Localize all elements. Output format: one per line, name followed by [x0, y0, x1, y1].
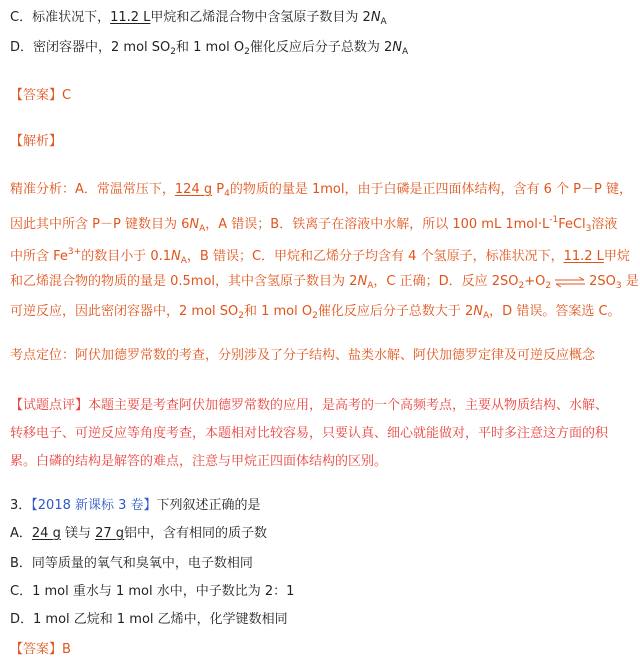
text: 的数目小于 0.1: [81, 249, 171, 264]
superscript: 3+: [67, 247, 82, 257]
underlined-value: 124 g: [174, 182, 213, 197]
na-symbol: N: [357, 274, 368, 289]
analysis-line-3: [10, 242, 630, 271]
analysis-line-5: [10, 302, 621, 326]
subscript: 2: [170, 47, 176, 57]
text: ，A 错误；B．铁离子在溶液中水解，所以 100 mL 1mol·L: [205, 217, 550, 232]
text: 催化反应后分子总数为 2: [249, 40, 393, 55]
underlined-value: 27 g: [95, 526, 125, 541]
subscript: 2: [518, 281, 525, 291]
subscript: A: [367, 281, 374, 291]
option-c-top: [10, 8, 387, 32]
question-3-stem: [10, 496, 261, 516]
text: 中所含 Fe: [10, 249, 68, 264]
text: 和 1 mol O: [176, 40, 245, 55]
text: 镁与: [60, 526, 96, 541]
text: 精准分析：A．常温常压下，: [10, 182, 175, 197]
text: 可逆反应，因此密闭容器中，2 mol SO: [10, 304, 239, 319]
subscript: A: [402, 47, 409, 57]
subscript: A: [380, 17, 387, 27]
subscript: 4: [224, 189, 230, 199]
subscript: A: [180, 256, 187, 266]
subscript: A: [199, 224, 206, 234]
text: P: [212, 182, 225, 197]
na-symbol: N: [370, 10, 381, 25]
na-symbol: N: [392, 40, 403, 55]
text: 因此其中所含 P－P 键数目为 6: [10, 217, 190, 232]
stem-text: 下列叙述正确的是: [156, 498, 261, 513]
text: ，C 正确；D．反应 2SO: [373, 274, 519, 289]
answer-2: 【答案】B: [10, 642, 71, 657]
comment-line-2: 转移电子、可逆反应等角度考查，本题相对比较容易，只要认真、细心就能做对，平时多注意这方面的积: [10, 426, 609, 441]
subscript: 3: [615, 281, 622, 291]
subscript: 2: [312, 311, 318, 321]
text: 溶液: [591, 217, 618, 232]
subscript: 2: [238, 311, 244, 321]
text: +O: [524, 274, 546, 289]
text: C．标准状况下，: [10, 10, 111, 25]
text: ，B 错误；C．甲烷和乙烯分子均含有 4 个氢原子，标准状况下，: [186, 249, 564, 264]
underlined-value: 11.2 L: [563, 249, 604, 264]
text: ，D 错误。答案选 C。: [489, 304, 621, 319]
text: 甲烷和乙烯混合物中含氢原子数目为 2: [150, 10, 371, 25]
answer-1: 【答案】C: [10, 88, 72, 103]
question-number: 3．: [10, 498, 32, 513]
option-a: [10, 524, 267, 544]
analysis-line-4: [10, 272, 639, 296]
text: 催化反应后分子总数大于 2: [317, 304, 474, 319]
kaodian-line: 考点定位：阿伏加德罗常数的考查，分别涉及了分子结构、盐类水解、阿伏加德罗定律及可逆反应概念: [10, 348, 596, 363]
analysis-line-1: [10, 180, 632, 204]
underlined-value: 11.2 L: [110, 10, 151, 25]
option-c: C．1 mol 重水与 1 mol 水中，中子数比为 2：1: [10, 584, 295, 599]
superscript: -1: [549, 215, 559, 225]
subscript: A: [483, 311, 490, 321]
comment-line-3: 累。白磷的结构是解答的难点，注意与甲烷正四面体结构的区别。: [10, 454, 388, 469]
subscript: 2: [545, 281, 552, 291]
na-symbol: N: [171, 249, 181, 264]
text: 和 1 mol O: [243, 304, 313, 319]
subscript: 2: [244, 47, 250, 57]
text: 2SO: [589, 274, 616, 289]
source-tag: 【2018 新课标 3 卷】: [31, 498, 157, 513]
reversible-arrow-icon: [553, 276, 587, 288]
analysis-heading: 【解析】: [10, 134, 63, 149]
text: 的物质的量是 1mol，由于白磷是正四面体结构，含有 6 个 P－P 键，: [229, 182, 632, 197]
na-symbol: N: [189, 217, 200, 232]
text: D．密闭容器中，2 mol SO: [10, 40, 171, 55]
analysis-line-2: [10, 210, 617, 239]
text: 是: [621, 274, 639, 289]
comment-line-1: 【试题点评】本题主要是考查阿伏加德罗常数的应用，是高考的一个高频考点，主要从物质结构、水解、: [10, 398, 609, 413]
text: A．: [10, 526, 32, 541]
text: 铝中，含有相同的质子数: [124, 526, 268, 541]
text: 和乙烯混合物的物质的量是 0.5mol，其中含氢原子数目为 2: [10, 274, 358, 289]
option-d: D．1 mol 乙烷和 1 mol 乙烯中，化学键数相同: [10, 612, 288, 627]
option-b: B．同等质量的氧气和臭氧中，电子数相同: [10, 556, 253, 571]
text: 甲烷: [603, 249, 630, 264]
option-d-top: [10, 38, 408, 62]
text: FeCl: [558, 217, 586, 232]
na-symbol: N: [473, 304, 483, 319]
underlined-value: 24 g: [31, 526, 61, 541]
subscript: 3: [585, 224, 592, 234]
